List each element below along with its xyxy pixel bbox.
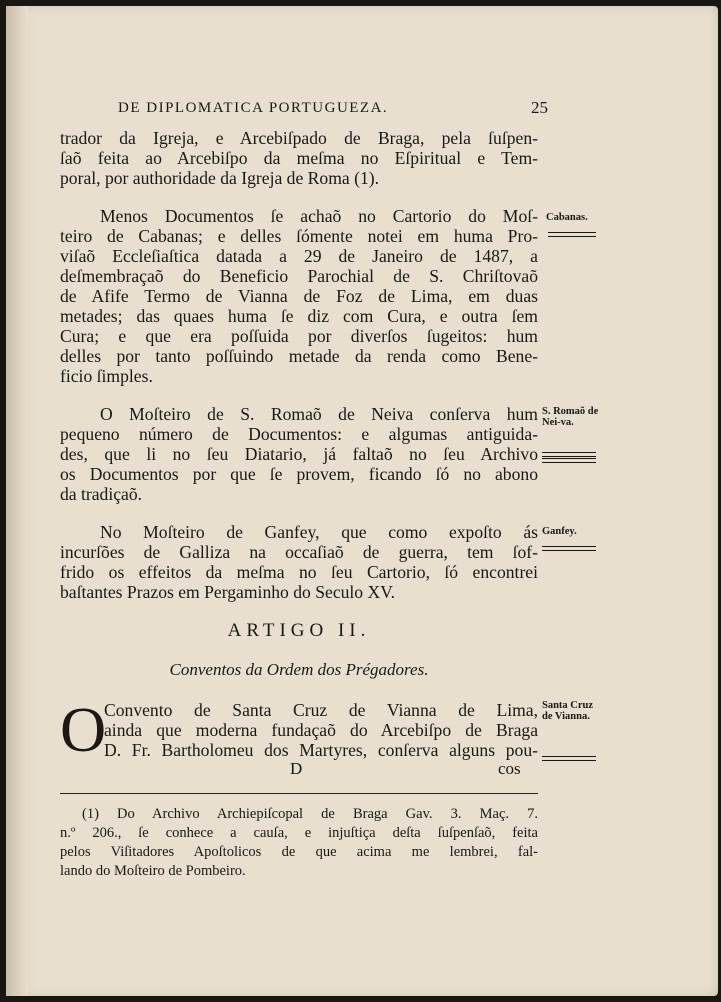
text-line: Convento de Santa Cruz de Vianna de Lima, — [104, 700, 538, 720]
text-line: pequeno número de Documentos: e algumas antiguida- — [60, 424, 538, 444]
footnote-line: (1) Do Archivo Archiepiſcopal de Braga Gav. 3. Maç. 7. — [82, 806, 538, 822]
text-line: trador da Igreja, e Arcebiſpado de Braga, pela ſuſpen- — [60, 128, 538, 148]
signature-mark: D — [290, 759, 303, 778]
margin-note: Cabanas. — [546, 212, 588, 223]
text-line: da tradiçaõ. — [60, 484, 143, 504]
text-line: des, que li no ſeu Diatario, já faltaõ no ſeu Archivo — [60, 444, 538, 464]
margin-rule — [548, 232, 596, 237]
text-line: frido os effeitos da meſma no ſeu Cartorio, ſó encontrei — [60, 562, 538, 582]
section-subheading: Conventos da Ordem dos Prégadores. — [169, 660, 429, 679]
text-line: incurſões de Galliza na occaſiaõ de guerra, tem ſof- — [60, 542, 538, 562]
page-gutter — [6, 6, 28, 996]
text-line: Menos Documentos ſe achaõ no Cartorio do Moſ- — [100, 206, 538, 226]
page-number: 25 — [531, 98, 548, 117]
text-line: os Documentos por que ſe provem, ficando ſó no abono — [60, 464, 538, 484]
text-line: No Moſteiro de Ganfey, que como expoſto ás — [100, 522, 538, 542]
margin-rule — [542, 546, 596, 551]
article-heading: ARTIGO II. — [227, 620, 371, 641]
text-line: D. Fr. Bartholomeu dos Martyres, conſerva alguns pou- — [104, 740, 538, 760]
text-line: teiro de Cabanas; e delles ſómente notei em huma Pro- — [60, 226, 538, 246]
catchword: cos — [498, 759, 521, 778]
text-line: baſtantes Prazos em Pergaminho do Seculo XV. — [60, 582, 396, 602]
margin-note: Ganfey. — [542, 526, 577, 537]
text-line: Cura; e que era poſſuida por diverſos ſugeitos: hum — [60, 326, 538, 346]
text-line: de Afife Termo de Vianna de Foz de Lima, em duas — [60, 286, 538, 306]
text-line: metades; das quaes huma ſe diz com Cura, e outra ſem — [60, 306, 538, 326]
footnote-line: pelos Viſitadores Apoſtolicos de que acima me lembrei, fal- — [60, 844, 538, 860]
footnote-line: lando do Moſteiro de Pombeiro. — [60, 863, 246, 879]
text-line: O Moſteiro de S. Romaõ de Neiva conſerva hum — [100, 404, 538, 424]
text-line: viſaõ Eccleſiaſtica datada a 29 de Janeiro de 1487, a — [60, 246, 538, 266]
text-line: ſaõ feita ao Arcebiſpo da meſma no Eſpiritual e Tem- — [60, 148, 538, 168]
margin-rule — [542, 452, 596, 457]
drop-cap: O — [60, 694, 107, 765]
text-line: ficio ſimples. — [60, 366, 153, 386]
text-line: poral, por authoridade da Igreja de Roma (1). — [60, 168, 380, 188]
footnote-rule — [60, 793, 538, 794]
running-head-title: DE DIPLOMATICA PORTUGUEZA. — [118, 100, 389, 116]
running-head — [118, 100, 548, 122]
margin-rule — [542, 458, 596, 463]
text-line: ainda que moderna fundaçaõ do Arcebiſpo de Braga — [104, 720, 538, 740]
margin-note: Santa Cruz de Vianna. — [542, 700, 594, 722]
footnote-line: n.º 206., ſe conhece a cauſa, e injuſtiça deſta ſuſpenſaõ, feita — [60, 825, 538, 841]
text-line: delles por tanto poſſuindo metade da renda como Bene- — [60, 346, 538, 366]
text-line: deſmembraçaõ do Beneficio Parochial de S. Chriſtovaõ — [60, 266, 538, 286]
margin-note: S. Romaõ de Nei-va. — [542, 406, 599, 428]
margin-rule — [542, 756, 596, 761]
